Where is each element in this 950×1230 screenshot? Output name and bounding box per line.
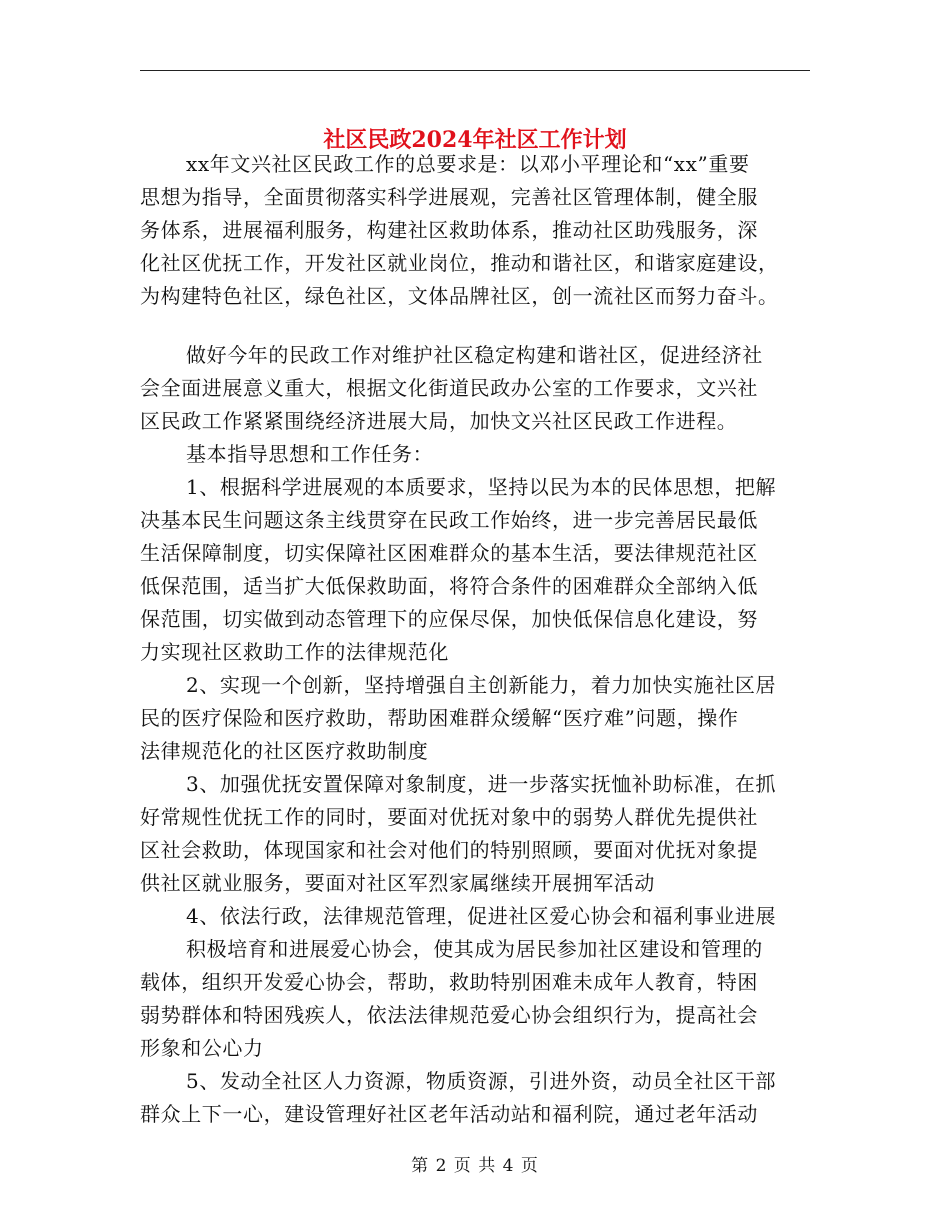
list-item-line: 力实现社区救助工作的法律规范化 [140,640,449,664]
paragraph-line: 思想为指导，全面贯彻落实科学进展观，完善社区管理体制，健全服 [140,185,758,209]
paragraph-line: 形象和公心力 [140,1036,264,1060]
list-item-line: 法律规范化的社区医疗救助制度 [140,739,429,763]
paragraph-line: 化社区优抚工作，开发社区就业岗位，推动和谐社区，和谐家庭建设， [140,251,779,275]
list-item-line: 决基本民生问题这条主线贯穿在民政工作始终，进一步完善居民最低 [140,508,758,532]
paragraph-line: 弱势群体和特困残疾人，依法法律规范爱心协会组织行为，提高社会 [140,1003,758,1027]
list-item-line: 群众上下一心，建设管理好社区老年活动站和福利院，通过老年活动 [140,1102,758,1126]
list-item-line: 5、发动全社区人力资源，物质资源，引进外资，动员全社区干部 [186,1069,777,1093]
list-item-line: 4、依法行政，法律规范管理，促进社区爱心协会和福利事业进展 [186,904,777,928]
paragraph-line: 积极培育和进展爱心协会，使其成为居民参加社区建设和管理的 [186,937,763,961]
section-heading: 基本指导思想和工作任务： [186,442,434,466]
list-item-line: 区社会救助，体现国家和社会对他们的特别照顾，要面对优抚对象提 [140,838,758,862]
paragraph-line: xx年文兴社区民政工作的总要求是：以邓小平理论和“xx”重要 [186,152,750,176]
paragraph-gap [140,313,810,339]
document-body [140,148,810,1131]
document-title: 社区民政2024年社区工作计划 [323,126,627,153]
list-item-line: 3、加强优抚安置保障对象制度，进一步落实抚恤补助标准，在抓 [186,772,777,796]
paragraph-line: 务体系，进展福利服务，构建社区救助体系，推动社区助残服务，深 [140,218,758,242]
list-item-line: 低保范围，适当扩大低保救助面，将符合条件的困难群众全部纳入低 [140,574,758,598]
paragraph-line: 会全面进展意义重大，根据文化街道民政办公室的工作要求，文兴社 [140,376,758,400]
paragraph-line: 为构建特色社区，绿色社区，文体品牌社区，创一流社区而努力奋斗。 [140,284,779,308]
paragraph-line: 做好今年的民政工作对维护社区稳定构建和谐社区，促进经济社 [186,343,763,367]
list-item-line: 供社区就业服务，要面对社区军烈家属继续开展拥军活动 [140,871,655,895]
page-number-footer: 第 2 页 共 4 页 [411,1156,539,1176]
header-rule [140,70,810,71]
paragraph-line: 区民政工作紧紧围绕经济进展大局，加快文兴社区民政工作进程。 [140,409,738,433]
list-item-line: 2、实现一个创新，坚持增强自主创新能力，着力加快实施社区居 [186,673,777,697]
paragraph-line: 载体，组织开发爱心协会，帮助，救助特别困难未成年人教育，特困 [140,970,758,994]
list-item-line: 好常规性优抚工作的同时，要面对优抚对象中的弱势人群优先提供社 [140,805,758,829]
list-item-line: 保范围，切实做到动态管理下的应保尽保，加快低保信息化建设，努 [140,607,758,631]
list-item-line: 生活保障制度，切实保障社区困难群众的基本生活，要法律规范社区 [140,541,758,565]
list-item-line: 民的医疗保险和医疗救助，帮助困难群众缓解“医疗难”问题，操作 [140,706,739,730]
list-item-line: 1、根据科学进展观的本质要求，坚持以民为本的民体思想，把解 [186,475,777,499]
